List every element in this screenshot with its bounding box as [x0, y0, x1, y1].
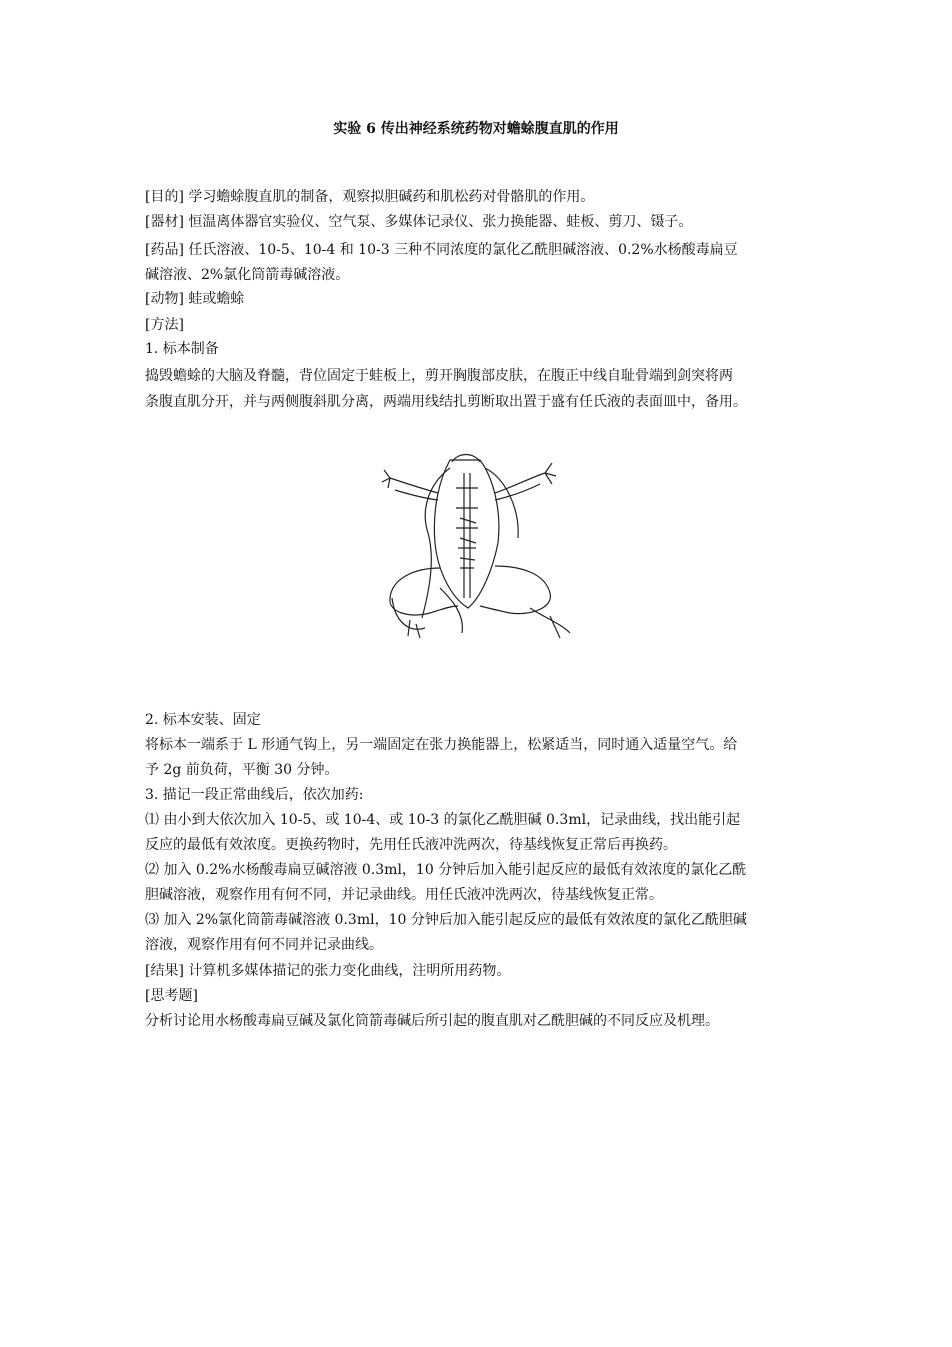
- questions-text: 分析讨论用水杨酸毒扁豆碱及氯化筒箭毒碱后所引起的腹直肌对乙酰胆碱的不同反应及机理。: [145, 1013, 719, 1029]
- step2-heading: 2. 标本安装、固定: [145, 712, 261, 728]
- equipment-line: [器材] 恒温离体器官实验仪、空气泵、多媒体记录仪、张力换能器、蛙板、剪刀、镊子。: [145, 214, 693, 230]
- procedure-2-line-1: ⑵ 加入 0.2%水杨酸毒扁豆碱溶液 0.3ml，10 分钟后加入能引起反应的最低有效浓度的氯化乙酰: [145, 862, 747, 878]
- step1-text-line-1: 捣毁蟾蜍的大脑及脊髓，背位固定于蛙板上，剪开胸腹部皮肤，在腹正中线自耻骨端到剑突将两: [145, 368, 733, 384]
- step2-text-line-1: 将标本一端系于 L 形通气钩上，另一端固定在张力换能器上，松紧适当，同时通入适量空气。给: [145, 737, 738, 753]
- step1-text-line-2: 条腹直肌分开，并与两侧腹斜肌分离，两端用线结扎剪断取出置于盛有任氏液的表面皿中，备用。: [145, 394, 747, 410]
- animal-line: [动物] 蛙或蟾蜍: [145, 291, 245, 307]
- step3-heading: 3. 描记一段正常曲线后，依次加药:: [145, 787, 364, 803]
- procedure-3-line-2: 溶液，观察作用有何不同并记录曲线。: [145, 937, 383, 953]
- method-heading: [方法]: [145, 317, 184, 333]
- questions-heading: [思考题]: [145, 988, 198, 1004]
- step1-heading: 1. 标本制备: [145, 341, 219, 357]
- procedure-3-line-1: ⑶ 加入 2%氯化筒箭毒碱溶液 0.3ml，10 分钟后加入能引起反应的最低有效浓度的氯化乙酰胆碱: [145, 912, 747, 928]
- purpose-line: [目的] 学习蟾蜍腹直肌的制备，观察拟胆碱药和肌松药对骨骼肌的作用。: [145, 189, 595, 205]
- procedure-1-line-2: 反应的最低有效浓度。更换药物时，先用任氏液冲洗两次，待基线恢复正常后再换药。: [145, 837, 677, 853]
- drugs-line-2: 碱溶液、2%氯化筒箭毒碱溶液。: [145, 267, 350, 283]
- drugs-line-1: [药品] 任氏溶液、10-5、10-4 和 10-3 三种不同浓度的氯化乙酰胆碱溶液、0.2%水杨酸毒扁豆: [145, 242, 738, 258]
- step2-text-line-2: 予 2g 前负荷，平衡 30 分钟。: [145, 762, 339, 778]
- result-line: [结果] 计算机多媒体描记的张力变化曲线，注明所用药物。: [145, 963, 511, 979]
- procedure-1-line-1: ⑴ 由小到大依次加入 10-5、或 10-4、或 10-3 的氯化乙酰胆碱 0.3ml，记录曲线，找出能引起: [145, 812, 741, 828]
- page-title: 实验 6 传出神经系统药物对蟾蜍腹直肌的作用: [333, 121, 619, 137]
- procedure-2-line-2: 胆碱溶液，观察作用有何不同，并记录曲线。用任氏液冲洗两次，待基线恢复正常。: [145, 887, 663, 903]
- frog-dissection-illustration: [380, 448, 580, 643]
